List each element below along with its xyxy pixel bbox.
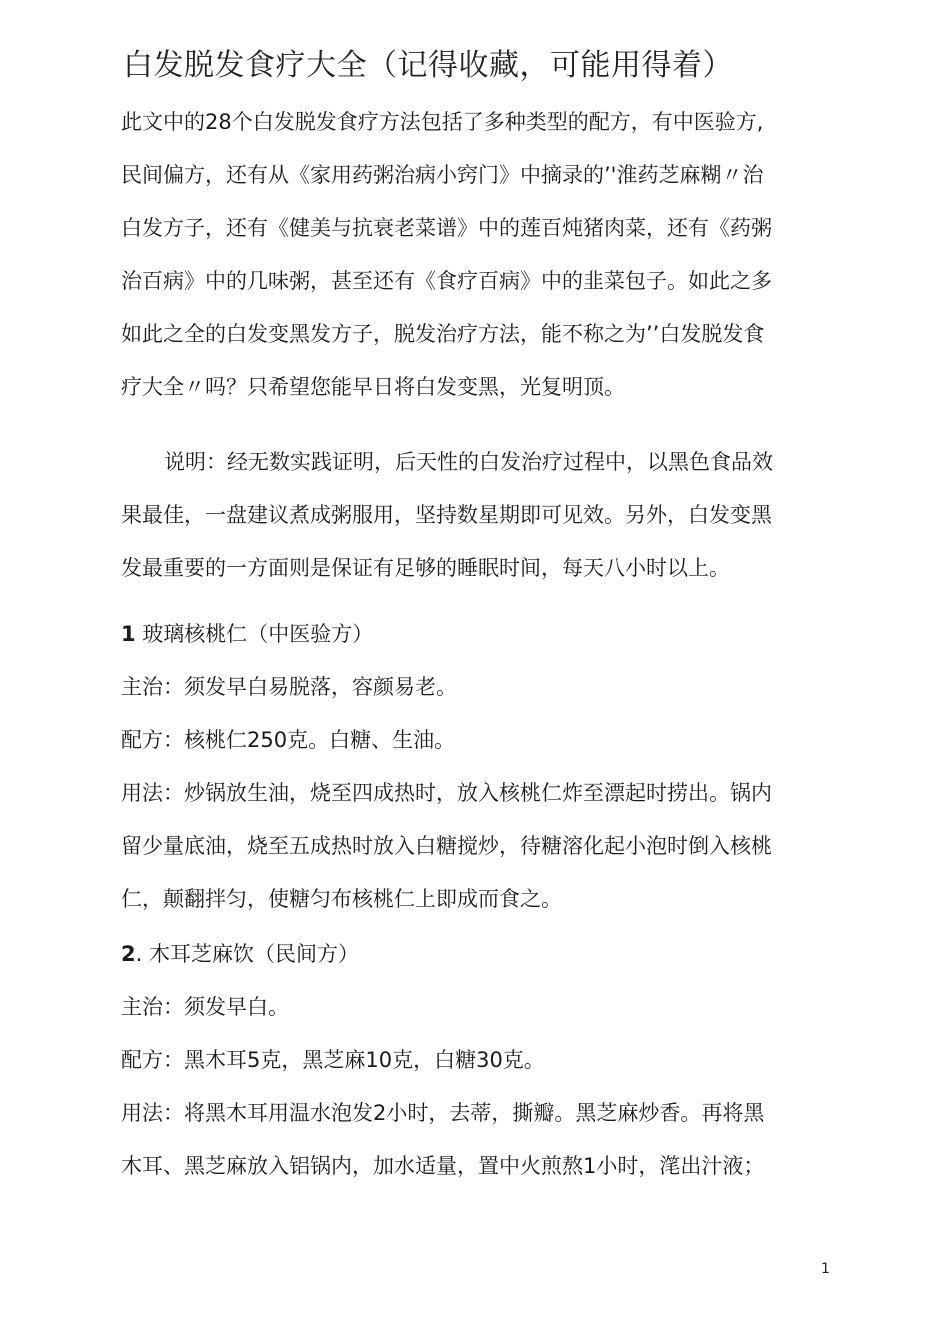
note-line: 果最佳，一盘建议煮成粥服用，坚持数星期即可见效。另外，白发变黑 — [121, 503, 772, 527]
recipe-usage-line: 仁，颠翻拌匀，使糖匀布核桃仁上即成而食之。 — [121, 887, 562, 911]
recipe-formula: 配方：黑木耳5克，黑芝麻10克，白糖30克。 — [121, 1048, 545, 1072]
recipe-heading-text: . 木耳芝麻饮（民间方） — [135, 942, 359, 966]
recipe-number: 2 — [121, 942, 136, 966]
intro-line: 疗大全〃吗？只希望您能早日将白发变黑，光复明顶。 — [121, 375, 625, 399]
recipe-indication: 主治：须发早白。 — [121, 995, 289, 1019]
note-line: 发最重要的一方面则是保证有足够的睡眠时间，每天八小时以上。 — [121, 556, 730, 580]
intro-line: 白发方子，还有《健美与抗衰老菜谱》中的莲百炖猪肉菜，还有《药粥 — [121, 216, 772, 240]
intro-line: 民间偏方，还有从《家用药粥治病小窍门》中摘录的’'淮药芝麻糊〃治 — [121, 163, 764, 187]
recipe-usage-line: 留少量底油，烧至五成热时放入白糖搅炒，待糖溶化起小泡时倒入核桃 — [121, 834, 772, 858]
recipe-usage-line: 木耳、黑芝麻放入铝锅内，加水适量，置中火煎熬1小时，滗出汁液； — [121, 1154, 765, 1178]
page-number: 1 — [821, 1261, 830, 1277]
recipe-1 — [121, 608, 833, 926]
note-line: 说明：经无数实践证明，后天性的白发治疗过程中，以黑色食品效 — [164, 450, 773, 474]
recipe-formula: 配方：核桃仁250克。白糖、生油。 — [121, 728, 456, 752]
note-paragraph — [121, 436, 833, 595]
recipe-number: 1 — [121, 622, 136, 646]
recipe-heading-text: 玻璃核桃仁（中医验方） — [142, 622, 374, 646]
intro-paragraph — [121, 96, 833, 414]
recipe-indication: 主治：须发早白易脱落，容颜易老。 — [121, 675, 457, 699]
recipe-heading — [121, 608, 833, 661]
recipe-usage-line: 用法：将黑木耳用温水泡发2小时，去蒂，撕瓣。黑芝麻炒香。再将黑 — [121, 1101, 765, 1125]
intro-line: 如此之全的白发变黑发方子，脱发治疗方法，能不称之为’’白发脱发食 — [121, 322, 765, 346]
intro-line: 此文中的28个白发脱发食疗方法包括了多种类型的配方，有中医验方, — [121, 110, 764, 134]
document-title: 白发脱发食疗大全（记得收藏，可能用得着） — [123, 48, 733, 83]
recipe-heading — [121, 928, 833, 981]
intro-line: 治百病》中的几味粥，甚至还有《食疗百病》中的韭菜包子。如此之多 — [121, 269, 772, 293]
recipe-usage-line: 用法：炒锅放生油，烧至四成热时，放入核桃仁炸至漂起时捞出。锅内 — [121, 781, 772, 805]
recipe-2 — [121, 928, 833, 1193]
